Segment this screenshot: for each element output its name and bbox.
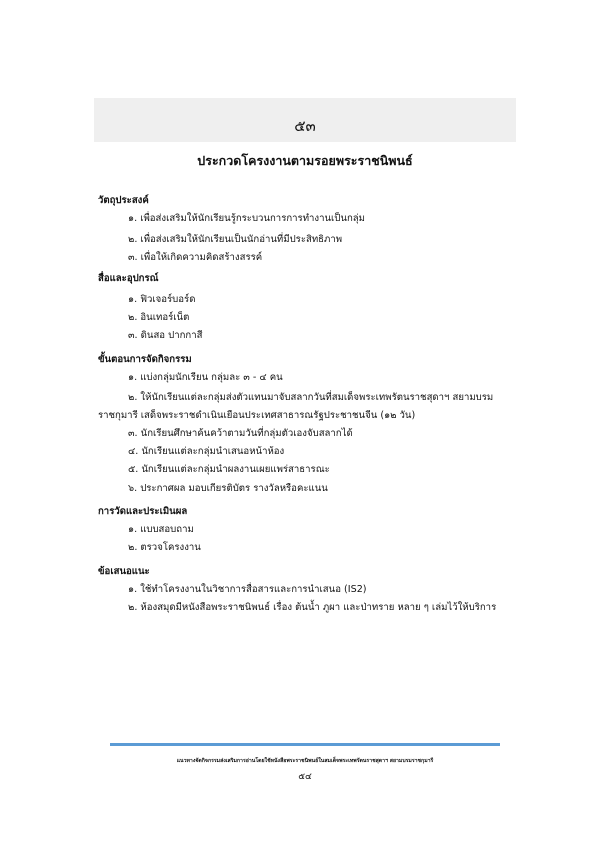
steps-item-2: ๒. ให้นักเรียนแต่ละกลุ่มส่งตัวแทนมาจับสลากวันที่สมเด็จพระเทพรัตนราชสุดาฯ สยามบรม xyxy=(128,392,494,403)
steps-item-2-continued: ราชกุมารี เสด็จพระราชดำเนินเยือนประเทศสาธารณรัฐประชาชนจีน (๑๒ วัน) xyxy=(98,410,416,421)
materials-item-3: ๓. ดินสอ ปากกาสี xyxy=(128,330,203,341)
materials-item-2: ๒. อินเทอร์เน็ต xyxy=(128,312,190,323)
evaluation-item-2: ๒. ตรวจโครงงาน xyxy=(128,542,201,553)
steps-heading: ขั้นตอนการจัดกิจกรรม xyxy=(98,354,192,365)
evaluation-heading: การวัดและประเมินผล xyxy=(98,506,188,517)
suggestions-heading: ข้อเสนอแนะ xyxy=(98,566,150,577)
steps-item-6: ๖. ประกาศผล มอบเกียรติบัตร รางวัลหรือคะแนน xyxy=(128,483,328,494)
steps-item-5: ๕. นักเรียนแต่ละกลุ่มนำผลงานเผยแพร่สาธารณะ xyxy=(128,464,330,475)
footer-page-number: ๕๔ xyxy=(298,772,312,782)
suggestions-item-2: ๒. ห้องสมุดมีหนังสือพระราชนิพนธ์ เรื่อง ต้นน้ำ ภูผา และป่าทราย หลาย ๆ เล่มไว้ให้บริการ xyxy=(128,602,497,613)
objectives-item-3: ๓. เพื่อให้เกิดความคิดสร้างสรรค์ xyxy=(128,252,263,263)
suggestions-item-1: ๑. ใช้ทำโครงงานในวิชาการสื่อสารและการนำเสนอ (IS2) xyxy=(128,584,367,595)
evaluation-item-1: ๑. แบบสอบถาม xyxy=(128,524,194,535)
steps-item-1: ๑. แบ่งกลุ่มนักเรียน กลุ่มละ ๓ - ๔ คน xyxy=(128,372,283,383)
materials-heading: สื่อและอุปกรณ์ xyxy=(98,273,159,284)
steps-item-3: ๓. นักเรียนศึกษาค้นคว้าตามวันที่กลุ่มตัวเองจับสลากได้ xyxy=(128,428,353,439)
page-number: ๕๓ xyxy=(294,117,316,135)
document-title: ประกวดโครงงานตามรอยพระราชนิพนธ์ xyxy=(197,153,413,168)
objectives-item-2: ๒. เพื่อส่งเสริมให้นักเรียนเป็นนักอ่านที่มีประสิทธิภาพ xyxy=(128,234,343,245)
materials-item-1: ๑. ฟิวเจอร์บอร์ด xyxy=(128,294,196,305)
footer-caption: แนวทางจัดกิจกรรมส่งเสริมการอ่านโดยใช้หนังสือพระราชนิพนธ์ในสมเด็จพระเทพรัตนราชสุดาฯ สยามบรมราชกุมารี xyxy=(176,758,434,764)
objectives-heading: วัตถุประสงค์ xyxy=(98,195,149,206)
footer-divider xyxy=(110,743,500,746)
objectives-item-1: ๑. เพื่อส่งเสริมให้นักเรียนรู้กระบวนการการทำงานเป็นกลุ่ม xyxy=(128,213,365,224)
steps-item-4: ๔. นักเรียนแต่ละกลุ่มนำเสนอหน้าห้อง xyxy=(128,446,285,457)
